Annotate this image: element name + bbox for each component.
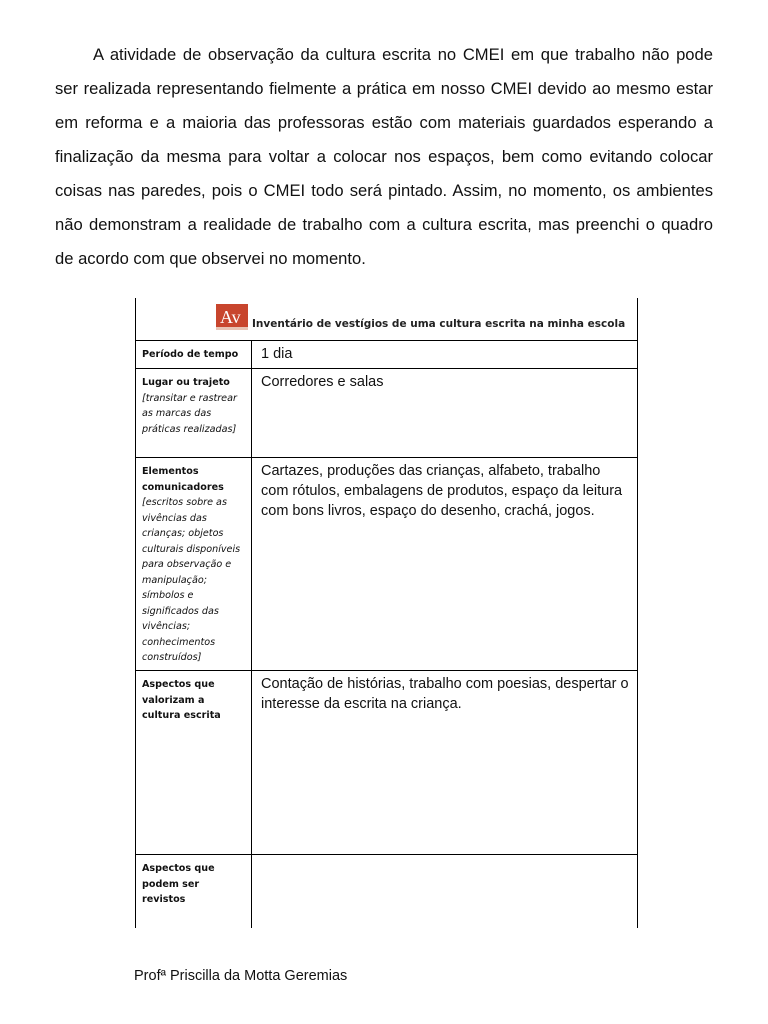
inventory-title: Inventário de vestígios de uma cultura escrita na minha escola: [252, 318, 626, 330]
row-label-cell: [136, 369, 252, 457]
row-label: Aspectos que podem ser revistos: [142, 863, 215, 905]
row-label-cell: [136, 341, 252, 368]
row-label: Lugar ou trajeto: [142, 377, 230, 388]
row-label-cell: [136, 855, 252, 928]
row-value: 1 dia: [261, 346, 293, 362]
author-footer: Profª Priscilla da Motta Geremias: [134, 968, 348, 984]
row-value: Cartazes, produções das crianças, alfabeto, trabalho com rótulos, embalagens de produtos, espaço da leitura com bons livros, espaço do desenho, crachá, jogos.: [261, 463, 623, 519]
intro-paragraph: A atividade de observação da cultura escrita no CMEI em que trabalho não pode ser realizada representando fielmente a prática em nosso CMEI devido ao mesmo estar em reforma e a maioria das professoras estão com materiais guardados esperando a finalização da mesma para voltar a colocar nos espaços, bem como evitando colocar coisas nas paredes, pois o CMEI todo será pintado. Assim, no momento, os ambientes não demonstram a realidade de trabalho com a cultura escrita, mas preenchi o quadro de acordo com que observei no momento.: [55, 45, 713, 268]
row-value: Corredores e salas: [261, 374, 384, 390]
inventory-row-valorizam: [136, 671, 637, 855]
row-label-cell: [136, 458, 252, 670]
row-label: Aspectos que valorizam a cultura escrita: [142, 679, 221, 721]
inventory-row-elementos: [136, 458, 637, 671]
av-logo: Av: [216, 304, 248, 330]
row-label: Período de tempo: [142, 349, 239, 360]
row-label: Elementos comunicadores: [142, 466, 224, 493]
inventory-header: [136, 298, 637, 341]
row-hint: [transitar e rastrear as marcas das práticas realizadas]: [142, 392, 237, 435]
inventory-row-periodo: [136, 341, 637, 369]
row-hint: [escritos sobre as vivências das crianças; objetos culturais disponíveis para observação e manipulação; símbolos e significados das vivências; conhecimentos construídos]: [142, 497, 241, 663]
row-label-cell: [136, 671, 252, 854]
inventory-table: [135, 298, 638, 928]
row-value: Contação de histórias, trabalho com poesias, despertar o interesse da escrita na criança.: [261, 676, 629, 712]
inventory-row-revistos: [136, 855, 637, 928]
inventory-row-lugar: [136, 369, 637, 458]
